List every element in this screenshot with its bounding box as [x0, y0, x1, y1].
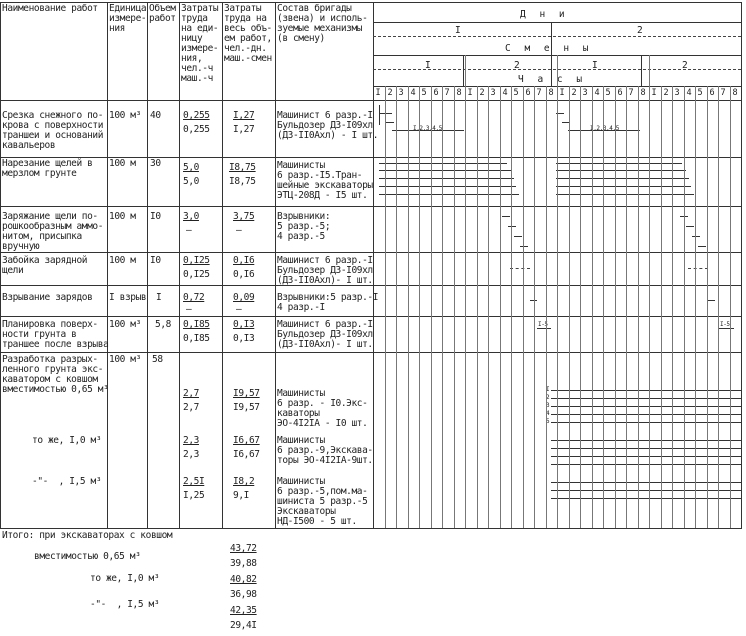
header-hours: Ч а с ы	[518, 74, 587, 85]
totals-value-top: 42,35	[230, 605, 257, 616]
hour-gridline	[385, 86, 386, 528]
row-crew: Машинисты 6 разр.-9,Экскава- торы ЭО-4I2IА-9шт.	[277, 435, 373, 466]
hour-label: 5	[697, 88, 703, 98]
row-border	[0, 352, 742, 353]
row-unit-labor-bottom: 0,255	[183, 124, 210, 135]
gantt-bar	[688, 268, 708, 269]
row-crew: Машинист 6 разр.-I Бульдозер ДЗ-I09хл (ДЗ-II0Ахл)- I шт.	[277, 319, 373, 350]
row-border	[0, 316, 742, 317]
hour-label: 5	[605, 88, 611, 98]
row-total-labor-bottom: I9,57	[233, 402, 260, 413]
gantt-bar	[379, 186, 516, 187]
gantt-bar	[556, 178, 689, 179]
hour-gridline	[695, 86, 696, 528]
gantt-label: 4	[546, 410, 550, 417]
row-unit-labor-bottom: 2,3	[183, 449, 199, 460]
row-unit-labor-bottom: 2,7	[183, 402, 199, 413]
row-unit-labor-top: 2,3	[183, 435, 199, 446]
gantt-bar	[510, 268, 530, 269]
gantt-bar	[520, 246, 528, 247]
totals-label: -"- , I,5 м³	[90, 599, 160, 610]
row-crew: Взрывники:5 разр.-I 4 разр.-I	[277, 292, 379, 313]
row-total-labor-bottom: 0,I6	[233, 269, 255, 280]
totals-label: то же, I,0 м³	[90, 573, 160, 584]
hour-gridline	[615, 86, 616, 528]
hour-gridline	[638, 86, 639, 528]
gantt-bar	[379, 178, 514, 179]
col-border	[179, 2, 180, 528]
hour-gridline	[592, 86, 593, 528]
hour-gridline	[523, 86, 524, 528]
totals-value-top: 40,82	[230, 574, 257, 585]
col-border	[107, 2, 108, 528]
hour-label: I	[467, 88, 473, 98]
hour-label: I	[559, 88, 565, 98]
header-days: Д н и	[520, 9, 569, 20]
col-border	[222, 2, 223, 528]
row-total-labor-top: I8,2	[233, 476, 255, 487]
row-unit-labor-bottom: –	[186, 225, 192, 236]
header-crew: Состав бригады (звена) и исполь- зуемые механизмы (в смену)	[277, 3, 368, 44]
gantt-label: 3	[546, 402, 550, 409]
hour-gridline	[419, 86, 420, 528]
header-labor-total: Затраты труда на весь объ- ем работ, чел.-дн. маш.-смен	[224, 3, 272, 64]
hour-label: 7	[444, 88, 450, 98]
hour-gridline	[408, 86, 409, 528]
hour-label: 4	[594, 88, 600, 98]
hour-gridline	[500, 86, 501, 528]
header-shift-1: I	[425, 60, 431, 71]
gantt-tick	[379, 105, 380, 125]
hour-gridline	[569, 86, 570, 528]
row-unit-labor-bottom: 5,0	[183, 176, 199, 187]
hour-label: 5	[421, 88, 427, 98]
hour-gridline	[707, 86, 708, 528]
header-labor-unit: Затраты труда на еди- ницу измере- ния, чел.-ч маш.-ч	[181, 3, 219, 84]
row-total-labor-top: I8,75	[229, 162, 256, 173]
hour-label: 6	[525, 88, 531, 98]
hour-label: 8	[732, 88, 738, 98]
row-crew: Машинист 6 разр.-I Бульдозер ДЗ-I09хл (ДЗ-II0Ахл)- I шт.	[277, 255, 373, 286]
row-crew: Взрывники: 5 разр.-5; 4 разр.-5	[277, 211, 331, 242]
row-unit-labor-top: 5,0	[183, 162, 199, 173]
hour-label: 3	[490, 88, 496, 98]
totals-value-bottom: 36,98	[230, 589, 257, 600]
row-total-labor-bottom: –	[236, 304, 242, 315]
hour-gridline	[580, 86, 581, 528]
row-name: то же, I,0 м³	[32, 435, 102, 446]
gantt-bar	[508, 226, 516, 227]
hour-label: I	[375, 88, 381, 98]
row-crew: Машинисты 6 разр.-5,пом.ма- шиниста 5 разр.-5 Экскаваторы НД-I500 - 5 шт.	[277, 476, 368, 527]
hour-gridline	[730, 86, 731, 528]
totals-value-top: 43,72	[230, 543, 257, 554]
gantt-bar	[502, 216, 510, 217]
gantt-bar	[380, 113, 392, 114]
gantt-label: I	[546, 386, 550, 393]
hour-label: 5	[513, 88, 519, 98]
row-total-labor-bottom: –	[236, 225, 242, 236]
col-border	[275, 2, 276, 528]
hour-label: 3	[398, 88, 404, 98]
header-name: Наименование работ	[2, 3, 98, 14]
header-volume: Объем работ	[149, 3, 176, 24]
hour-label: 4	[686, 88, 692, 98]
table-bottom-border	[0, 528, 742, 529]
row-total-labor-bottom: 0,I3	[233, 333, 255, 344]
gantt-label: I-5	[538, 321, 548, 328]
hour-gridline	[626, 86, 627, 528]
hour-label: 6	[709, 88, 715, 98]
gantt-bar	[386, 122, 394, 123]
col-border	[741, 2, 742, 528]
hour-gridline	[649, 55, 650, 528]
hour-gridline	[661, 86, 662, 528]
hour-gridline	[672, 86, 673, 528]
row-name: -"- , I,5 м³	[32, 476, 102, 487]
row-name: Забойка зарядной щели	[2, 255, 88, 276]
hour-label: 2	[571, 88, 577, 98]
shift-separator	[641, 55, 642, 86]
header-unit: Единица измере- ния	[109, 3, 147, 34]
row-total-labor-bottom: I,27	[233, 124, 255, 135]
hour-label: 8	[548, 88, 554, 98]
row-crew: Машинист 6 разр.-I Бульдозер ДЗ-I09хл (ДЗ-II0Ахл) - I шт.	[277, 110, 379, 141]
row-unit: 100 м³	[109, 319, 141, 330]
hour-gridline	[465, 55, 466, 528]
gantt-bar	[686, 226, 694, 227]
hour-gridline	[431, 86, 432, 528]
row-unit-labor-bottom: 0,I85	[183, 333, 210, 344]
totals-label: Итого: при экскаваторах с ковшом	[2, 530, 173, 541]
gantt-bar	[708, 300, 715, 301]
gantt-bar	[379, 170, 512, 171]
hour-label: 2	[663, 88, 669, 98]
row-unit: I взрыв	[109, 292, 147, 303]
gantt-label: 2	[546, 394, 550, 401]
hour-gridline	[534, 86, 535, 528]
row-volume: 30	[150, 158, 161, 169]
row-unit: 100 м	[109, 211, 136, 222]
gantt-label: I-5	[720, 321, 730, 328]
row-unit: 100 м³	[109, 354, 141, 365]
hour-label: 7	[536, 88, 542, 98]
hour-gridline	[557, 55, 558, 528]
hour-gridline	[477, 86, 478, 528]
hour-label: 6	[617, 88, 623, 98]
hour-gridline	[718, 86, 719, 528]
header-bottom-border	[0, 100, 742, 101]
hour-gridline	[488, 86, 489, 528]
hour-gridline	[442, 86, 443, 528]
hour-label: 7	[720, 88, 726, 98]
header-shift-3: I	[592, 60, 598, 71]
header-shifts: С м е н ы	[505, 43, 593, 54]
gantt-label: 5	[546, 418, 550, 425]
totals-value-bottom: 39,88	[230, 558, 257, 569]
row-unit: 100 м³	[109, 110, 141, 121]
row-unit-labor-top: 0,I25	[183, 255, 210, 266]
row-unit-labor-bottom: 0,I25	[183, 269, 210, 280]
header-shift-4: 2	[682, 60, 688, 71]
row-name: Планировка поверх- ности грунта в траншее после взрыва	[2, 319, 109, 350]
row-volume: I0	[150, 255, 161, 266]
hour-gridline	[603, 86, 604, 528]
hour-label: 4	[502, 88, 508, 98]
row-name: Взрывание зарядов	[2, 292, 93, 303]
days-divider	[373, 22, 741, 23]
header-day-1: I	[455, 25, 461, 36]
hour-label: I	[651, 88, 657, 98]
row-total-labor-top: I,27	[233, 110, 255, 121]
row-total-labor-bottom: I8,75	[229, 176, 256, 187]
row-name: Нарезание щелей в мерзлом грунте	[2, 158, 93, 179]
row-crew: Машинисты 6 разр.-I5.Тран- шейные экскаваторы ЭТЦ-208Д - I5 шт.	[277, 160, 373, 201]
row-unit-labor-bottom: I,25	[183, 490, 205, 501]
row-name: Разработка разрых- ленного грунта экс- каватором с ковшом вместимостью 0,65 м³	[2, 354, 109, 395]
col-border	[147, 2, 148, 528]
row-crew: Машинисты 6 разр. - I0.Экс- каваторы ЭО-4I2IА - I0 шт.	[277, 388, 368, 429]
row-volume: I0	[150, 211, 161, 222]
header-shift-2: 2	[514, 60, 520, 71]
col-border	[373, 2, 374, 528]
row-total-labor-top: 3,75	[233, 211, 255, 222]
shift-separator	[463, 55, 464, 86]
totals-label: вместимостью 0,65 м³	[34, 551, 141, 562]
gantt-bar	[379, 194, 519, 195]
gantt-bar	[556, 163, 682, 164]
gantt-bar	[698, 246, 706, 247]
row-unit-labor-bottom: –	[186, 304, 192, 315]
row-volume: 40	[150, 110, 161, 121]
hour-gridline	[546, 86, 550, 528]
row-name: Заряжание щели по- рошкообразным аммо- нитом, присыпка вручную	[2, 211, 104, 252]
gantt-bar	[556, 186, 691, 187]
gantt-bar	[556, 170, 686, 171]
gantt-bar	[556, 194, 694, 195]
row-border	[0, 252, 742, 253]
row-total-labor-bottom: 9,I	[233, 490, 249, 501]
row-unit-labor-top: 0,I85	[183, 319, 210, 330]
hour-label: 4	[410, 88, 416, 98]
row-total-labor-top: I6,67	[233, 435, 260, 446]
hour-gridline	[684, 86, 685, 528]
hour-label: 2	[479, 88, 485, 98]
gantt-bar	[692, 236, 700, 237]
row-total-labor-bottom: I6,67	[233, 449, 260, 460]
dash-divider	[373, 36, 741, 37]
row-total-labor-top: 0,I6	[233, 255, 255, 266]
hour-gridline	[454, 86, 455, 528]
hour-label: 6	[433, 88, 439, 98]
row-unit-labor-top: 2,5I	[183, 476, 205, 487]
row-unit-labor-top: 0,255	[183, 110, 210, 121]
row-volume: I	[156, 292, 162, 303]
hour-gridline	[511, 86, 512, 528]
gantt-bar	[514, 236, 522, 237]
hour-label: 3	[674, 88, 680, 98]
row-unit-labor-top: 2,7	[183, 388, 199, 399]
row-border	[0, 206, 742, 207]
header-day-2: 2	[637, 25, 643, 36]
totals-value-bottom: 29,4I	[230, 620, 257, 631]
hour-gridline	[396, 86, 397, 528]
row-unit: 100 м	[109, 158, 136, 169]
hour-label: 2	[387, 88, 393, 98]
hour-label: 7	[628, 88, 634, 98]
row-volume: 58	[152, 354, 163, 365]
row-total-labor-top: 0,09	[233, 292, 255, 303]
gantt-label: I,2,3,4,5	[413, 125, 442, 132]
row-unit: 100 м	[109, 255, 136, 266]
hour-label: 3	[582, 88, 588, 98]
row-unit-labor-top: 3,0	[183, 211, 199, 222]
row-volume: 5,8	[155, 319, 171, 330]
hour-label: 8	[640, 88, 646, 98]
col-border	[0, 2, 1, 528]
row-name: Срезка снежного по- крова с поверхности траншеи и оснований кавальеров	[2, 110, 104, 151]
row-total-labor-top: I9,57	[233, 388, 260, 399]
hour-label: 8	[456, 88, 462, 98]
row-total-labor-top: 0,I3	[233, 319, 255, 330]
gantt-label: I,2,3,4,5	[590, 125, 619, 132]
row-unit-labor-top: 0,72	[183, 292, 205, 303]
